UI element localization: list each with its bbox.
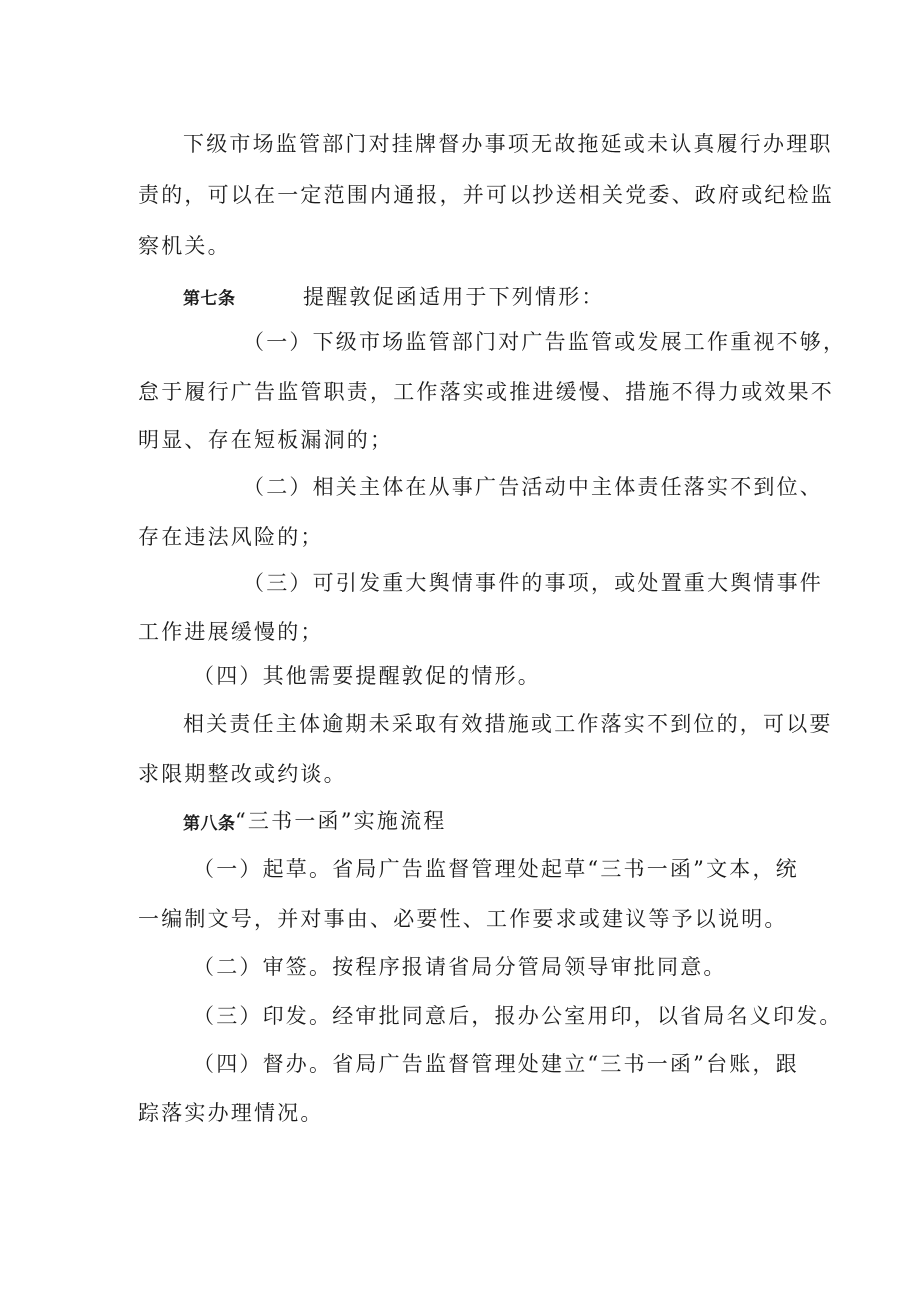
article-7-label: 第七条 <box>183 289 236 309</box>
article-8-item-2: （二）审签。按程序报请省局分管局领导审批同意。 <box>193 955 727 979</box>
article-8-label: 第八条 <box>183 814 236 834</box>
article-7-closing-line-2: 求限期整改或约谈。 <box>138 762 347 786</box>
article-8-item-1-line-1: （一）起草。省局广告监督管理处起草“三书一函”文本，统 <box>193 857 799 881</box>
article-8-item-4-line-2: 踪落实办理情况。 <box>138 1101 324 1125</box>
article-7-item-3-line-1: （三）可引发重大舆情事件的事项，或处置重大舆情事件 <box>243 571 823 595</box>
article-7-item-4: （四）其他需要提醒敦促的情形。 <box>193 664 541 688</box>
paragraph-carryover-line-3: 察机关。 <box>138 234 231 258</box>
article-7-item-2-line-1: （二）相关主体在从事广告活动中主体责任落实不到位、 <box>243 475 823 499</box>
article-8-heading: “三书一函”实施流程 <box>235 809 447 833</box>
article-8-item-1-line-2: 一编制文号，并对事由、必要性、工作要求或建议等予以说明。 <box>138 907 788 931</box>
article-7-closing-line-1: 相关责任主体逾期未采取有效措施或工作落实不到位的，可以要 <box>183 712 833 736</box>
article-7-item-3-line-2: 工作进展缓慢的； <box>138 620 324 644</box>
article-7-item-1-line-2: 怠于履行广告监管职责，工作落实或推进缓慢、措施不得力或效果不 <box>138 380 834 404</box>
paragraph-carryover-line-1: 下级市场监管部门对挂牌督办事项无故拖延或未认真履行办理职 <box>183 132 833 156</box>
article-7-item-1-line-3: 明显、存在短板漏洞的； <box>138 428 394 452</box>
article-8-item-3: （三）印发。经审批同意后，报办公室用印，以省局名义印发。 <box>193 1004 843 1028</box>
article-7-item-2-line-2: 存在违法风险的； <box>138 525 324 549</box>
article-8-item-4-line-1: （四）督办。省局广告监督管理处建立“三书一函”台账，跟 <box>193 1052 799 1076</box>
article-7-heading: 提醒敦促函适用于下列情形： <box>303 285 605 309</box>
article-7-item-1-line-1: （一）下级市场监管部门对广告监管或发展工作重视不够， <box>243 330 847 354</box>
paragraph-carryover-line-2: 责的，可以在一定范围内通报，并可以抄送相关党委、政府或纪检监 <box>138 183 834 207</box>
